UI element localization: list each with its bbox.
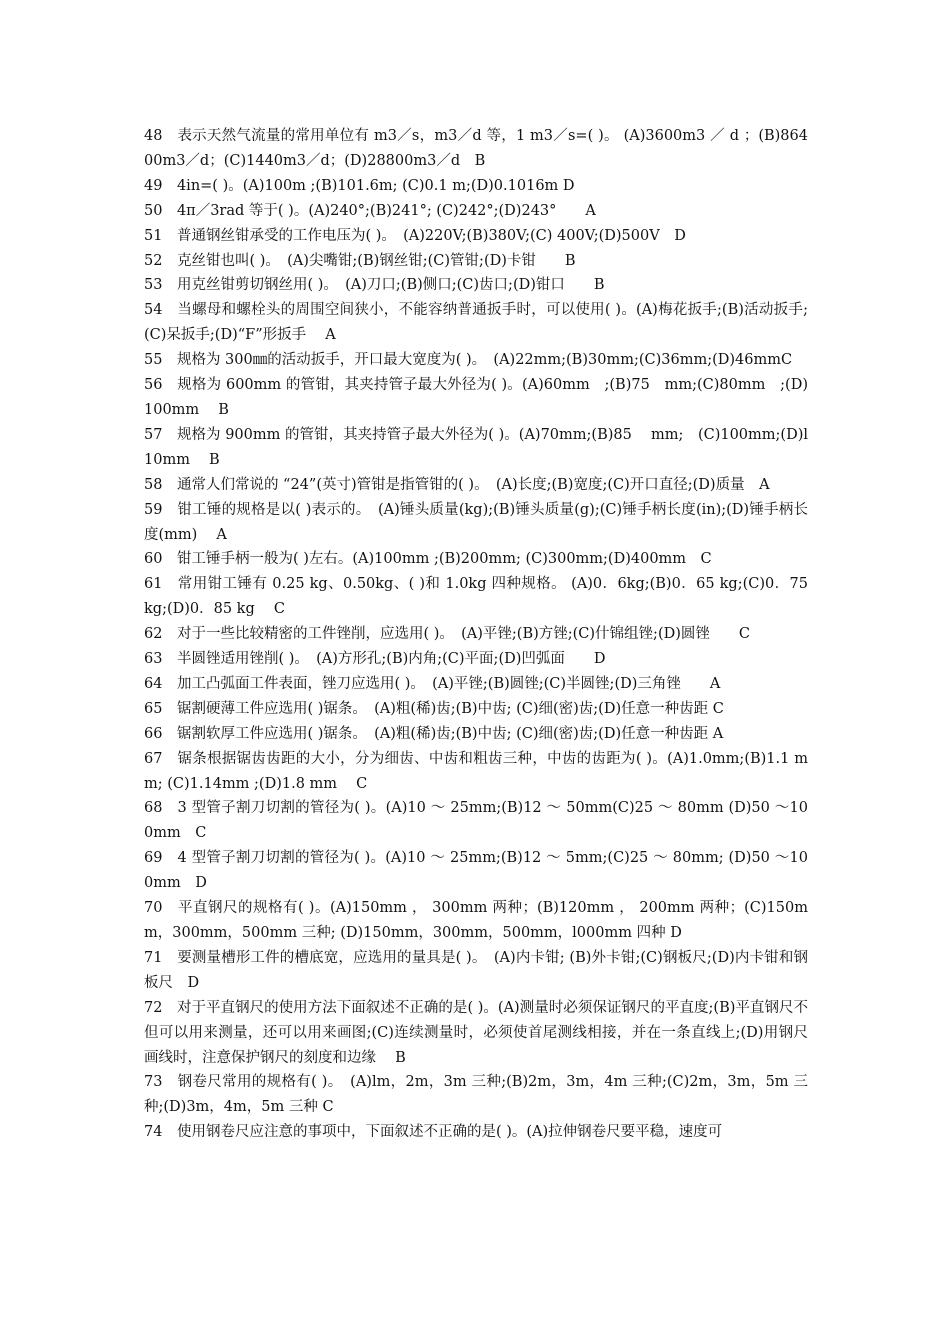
question-54: 54 当螺母和螺栓头的周围空间狭小，不能容纳普通扳手时，可以使用( )。(A)梅花扳手;(B)活动扳手;(C)呆扳手;(D)“F”形扳手 A — [144, 302, 808, 344]
question-71: 71 要测量槽形工件的槽底宽，应选用的量具是( )。 (A)内卡钳; (B)外卡钳;(C)钢板尺;(D)内卡钳和钢板尺 D — [144, 949, 808, 991]
question-68: 68 3 型管子割刀切割的管径为( )。(A)10 ～ 25mm;(B)12 ～ 50mm(C)25 ～ 80mm (D)50 ～100mm C — [144, 800, 808, 842]
question-55: 55 规格为 300㎜的活动扳手，开口最大宽度为( )。 (A)22mm;(B)30mm;(C)36mm;(D)46mmC — [144, 352, 793, 369]
question-73: 73 钢卷尺常用的规格有( )。 (A)lm，2m，3m 三种;(B)2m，3m，4m 三种;(C)2m，3m，5m 三种;(D)3m，4m，5m 三种 C — [144, 1074, 808, 1116]
question-49: 49 4in=( )。(A)100m ;(B)101.6m; (C)0.1 m;(D)0.1016m D — [144, 177, 575, 194]
question-list — [144, 124, 808, 1145]
question-53: 53 用克丝钳剪切钢丝用( )。 (A)刀口;(B)侧口;(C)齿口;(D)钳口 B — [144, 277, 605, 294]
question-56: 56 规格为 600mm 的管钳，其夹持管子最大外径为( )。(A)60mm ;(B)75 mm;(C)80mm ;(D)100mm B — [144, 377, 808, 418]
question-52: 52 克丝钳也叫( )。 (A)尖嘴钳;(B)钢丝钳;(C)管钳;(D)卡钳 B — [144, 252, 576, 269]
question-64: 64 加工凸弧面工件表面，锉刀应选用( )。 (A)平锉;(B)圆锉;(C)半圆锉;(D)三角锉 A — [144, 675, 721, 692]
question-63: 63 半圆锉适用锉削( )。 (A)方形孔;(B)内角;(C)平面;(D)凹弧面 D — [144, 651, 606, 668]
question-57: 57 规格为 900mm 的管钳，其夹持管子最大外径为( )。(A)70mm;(B)85 mm; (C)100mm;(D)l10mm B — [144, 426, 808, 468]
question-74: 74 使用钢卷尺应注意的事项中，下面叙述不正确的是( )。(A)拉伸钢卷尺要平稳，速度可 — [144, 1124, 723, 1141]
question-61: 61 常用钳工锤有 0.25 kg、0.50kg、( )和 1.0kg 四种规格。 (A)0．6kg;(B)0．65 kg;(C)0．75 kg;(D)0．85 kg C — [144, 576, 808, 618]
question-50: 50 4π／3rad 等于( )。(A)240°;(B)241°; (C)242°;(D)243° A — [144, 202, 596, 219]
question-51: 51 普通钢丝钳承受的工作电压为( )。 (A)220V;(B)380V;(C) 400V;(D)500V D — [144, 227, 686, 244]
question-58: 58 通常人们常说的 “24”(英寸)管钳是指管钳的( )。 (A)长度;(B)宽度;(C)开口直径;(D)质量 A — [144, 476, 770, 493]
question-65: 65 锯割硬薄工件应选用( )锯条。 (A)粗(稀)齿;(B)中齿; (C)细(密)齿;(D)任意一种齿距 C — [144, 700, 724, 717]
question-70: 70 平直钢尺的规格有( )。(A)150mm ， 300mm 两种；(B)120mm ， 200mm 两种；(C)150mm，300mm，500mm 三种; (D)150mm，300mm，500mm，l000mm 四种 D — [144, 900, 808, 941]
question-48: 48 表示天然气流量的常用单位有 m3／s，m3／d 等，1 m3／s=( )。 (A)3600m3 ／ d ；(B)86400m3／d；(C)1440m3／d；(D)28800m3／d B — [144, 128, 808, 169]
question-62: 62 对于一些比较精密的工件锉削，应选用( )。 (A)平锉;(B)方锉;(C)什锦组锉;(D)圆锉 C — [144, 626, 750, 643]
question-69: 69 4 型管子割刀切割的管径为( )。(A)10 ～ 25mm;(B)12 ～ 5mm;(C)25 ～ 80mm; (D)50 ～100mm D — [144, 850, 808, 892]
question-60: 60 钳工锤手柄一般为( )左右。(A)100mm ;(B)200mm; (C)300mm;(D)400mm C — [144, 551, 712, 568]
question-59: 59 钳工锤的规格是以( )表示的。 (A)锤头质量(kg);(B)锤头质量(g);(C)锤手柄长度(in);(D)锤手柄长度(mm) A — [144, 501, 808, 543]
question-67: 67 锯条根据锯齿齿距的大小，分为细齿、中齿和粗齿三种，中齿的齿距为( )。(A)1.0mm;(B)1.1 mm; (C)1.14mm ;(D)1.8 mm C — [144, 750, 808, 792]
question-72: 72 对于平直钢尺的使用方法下面叙述不正确的是( )。(A)测量时必须保证钢尺的平直度;(B)平直钢尺不但可以用来测量，还可以用来画图;(C)连续测量时，必须使首尾测线相接，并在一条直线上;(D)用钢尺画线时，注意保护钢尺的刻度和边缘 B — [144, 999, 808, 1066]
question-66: 66 锯割软厚工件应选用( )锯条。 (A)粗(稀)齿;(B)中齿; (C)细(密)齿;(D)任意一种齿距 A — [144, 725, 724, 742]
